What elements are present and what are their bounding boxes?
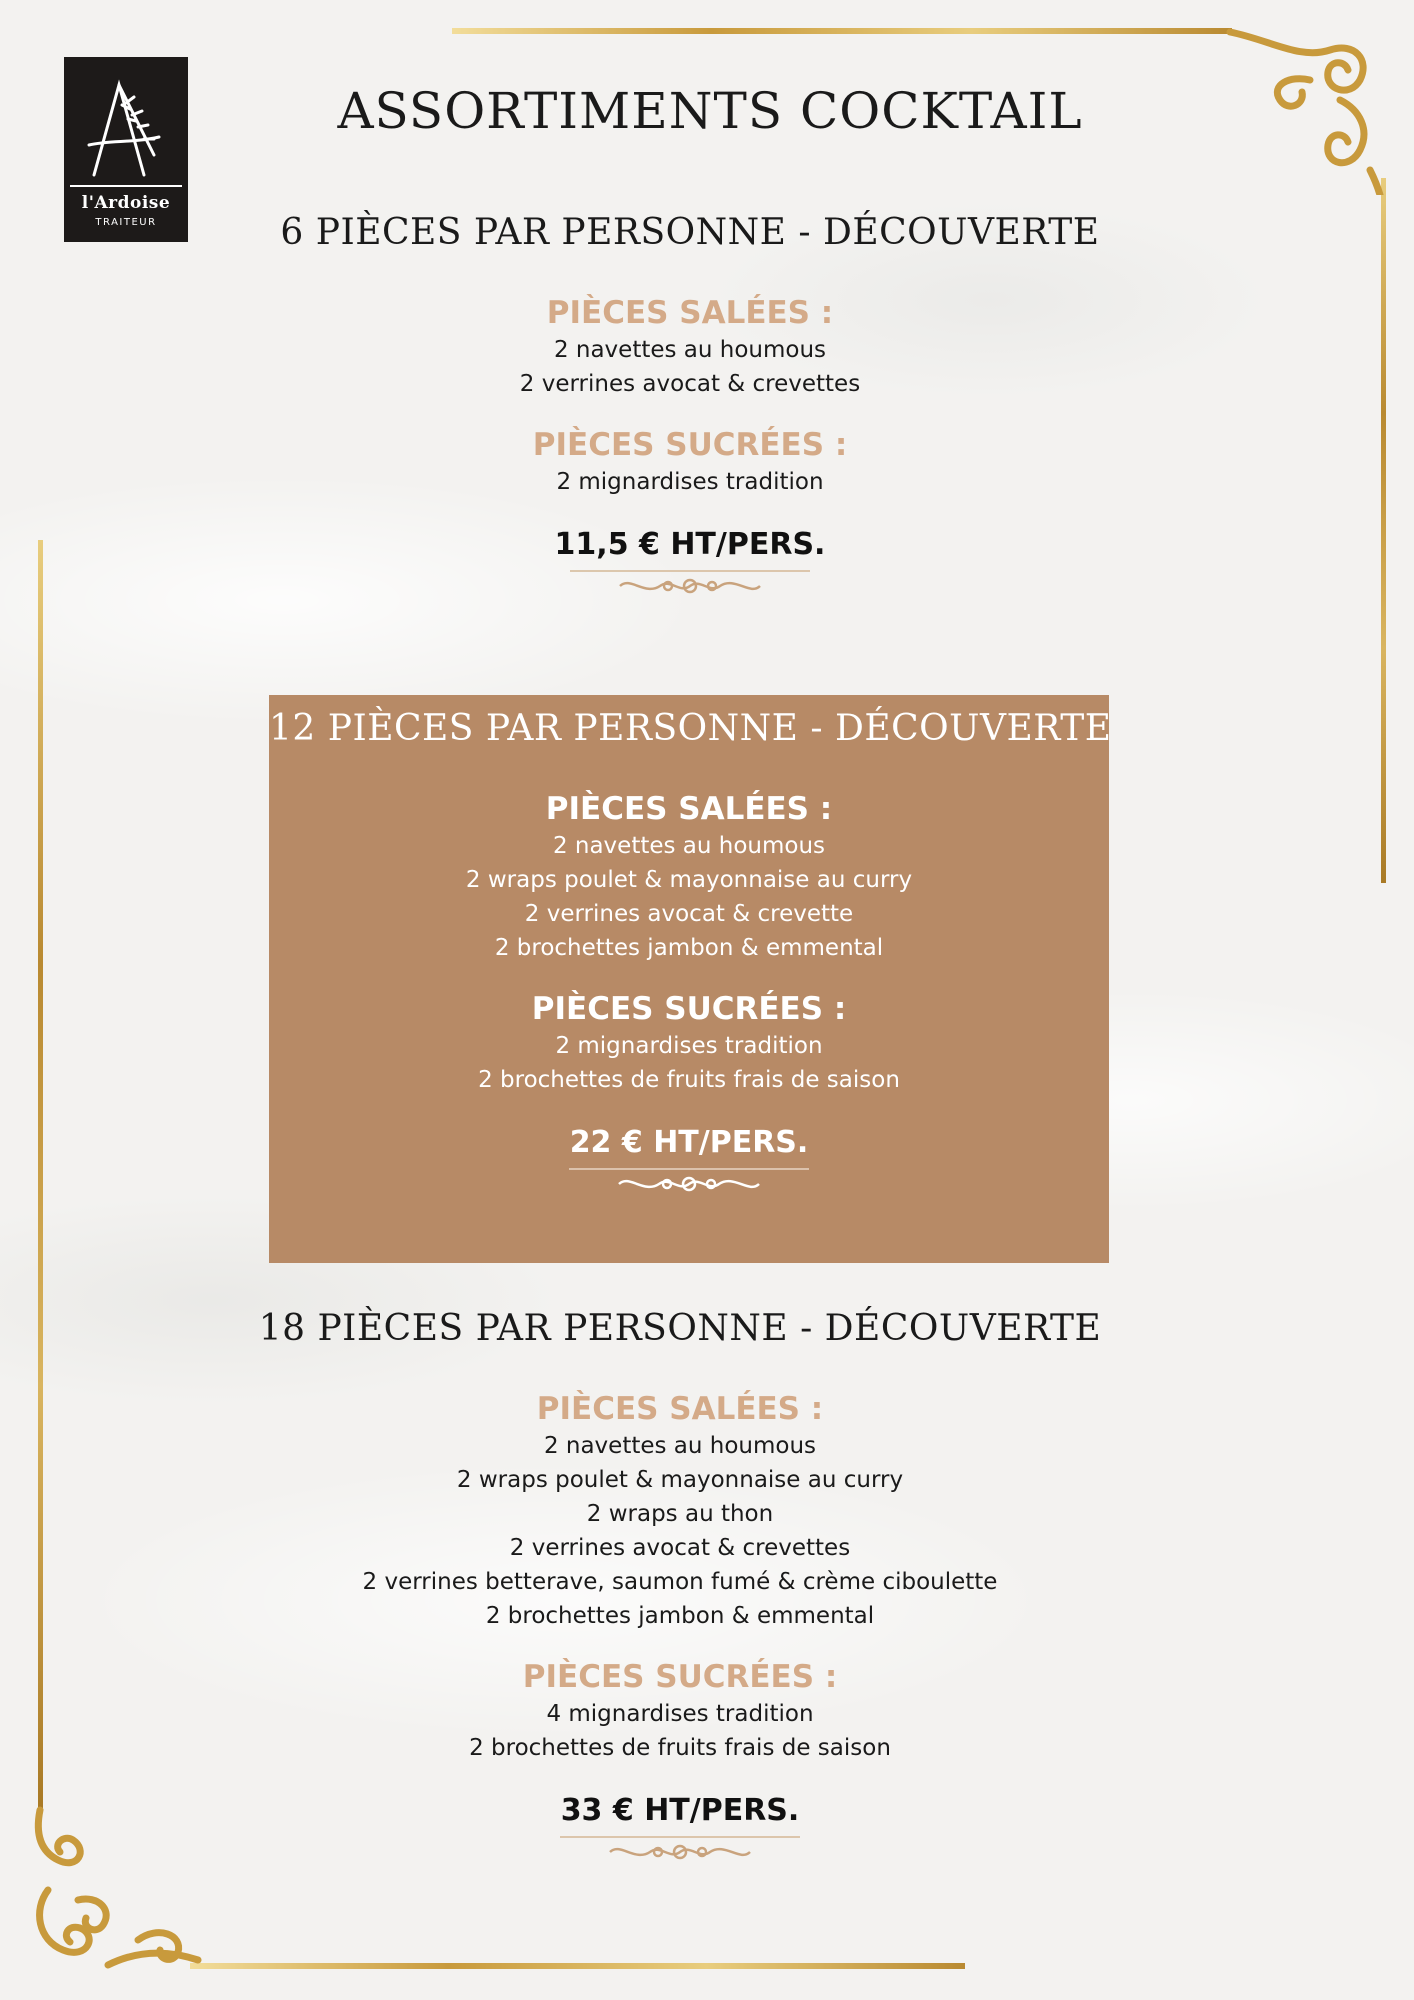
list-item: 4 mignardises tradition — [546, 1701, 814, 1727]
page-title: ASSORTIMENTS COCKTAIL — [337, 82, 1083, 140]
scroll-ornament-icon — [560, 1834, 800, 1868]
bottom-left-flourish-icon — [18, 1800, 218, 1980]
price: 33 € HT/PERS. — [560, 1793, 800, 1828]
logo-divider — [70, 185, 182, 187]
brand-logo — [64, 57, 188, 242]
scroll-ornament-icon — [570, 568, 810, 602]
section-title: 6 PIÈCES PAR PERSONNE - DÉCOUVERTE — [280, 212, 1100, 253]
list-item: 2 brochettes de fruits frais de saison — [469, 1735, 891, 1761]
list-item: 2 verrines avocat & crevette — [524, 901, 854, 927]
logo-name: l'Ardoise — [81, 193, 171, 213]
list-item: 2 mignardises tradition — [555, 1033, 823, 1059]
salees-heading: PIÈCES SALÉES : — [546, 295, 834, 331]
ardoise-a-logo-icon — [64, 65, 188, 185]
list-item: 2 verrines avocat & crevettes — [519, 371, 861, 397]
list-item: 2 wraps poulet & mayonnaise au curry — [465, 867, 913, 893]
sucrees-heading: PIÈCES SUCRÉES : — [522, 1659, 838, 1695]
section-12-pieces — [269, 708, 1112, 1200]
top-right-flourish-icon — [1210, 20, 1390, 195]
section-title: 18 PIÈCES PAR PERSONNE - DÉCOUVERTE — [258, 1308, 1102, 1349]
list-item: 2 navettes au houmous — [543, 1433, 817, 1459]
price: 11,5 € HT/PERS. — [554, 527, 826, 562]
list-item: 2 wraps au thon — [586, 1501, 774, 1527]
left-gold-line — [38, 540, 43, 1810]
section-6-pieces — [250, 212, 1130, 602]
sucrees-heading: PIÈCES SUCRÉES : — [532, 427, 848, 463]
list-item: 2 verrines avocat & crevettes — [509, 1535, 851, 1561]
list-item: 2 verrines betterave, saumon fumé & crème ciboulette — [362, 1569, 998, 1595]
section-18-pieces — [240, 1308, 1120, 1868]
sucrees-heading: PIÈCES SUCRÉES : — [531, 991, 847, 1027]
section-title: 12 PIÈCES PAR PERSONNE - DÉCOUVERTE — [269, 708, 1112, 749]
logo-subtitle: TRAITEUR — [95, 217, 157, 228]
list-item: 2 wraps poulet & mayonnaise au curry — [456, 1467, 904, 1493]
salees-heading: PIÈCES SALÉES : — [545, 791, 833, 827]
list-item: 2 brochettes de fruits frais de saison — [478, 1067, 900, 1093]
list-item: 2 brochettes jambon & emmental — [485, 1603, 875, 1629]
right-gold-line — [1381, 178, 1386, 883]
list-item: 2 mignardises tradition — [556, 469, 824, 495]
list-item: 2 navettes au houmous — [552, 833, 826, 859]
list-item: 2 brochettes jambon & emmental — [494, 935, 884, 961]
bottom-gold-line — [190, 1963, 965, 1969]
price: 22 € HT/PERS. — [569, 1125, 809, 1160]
list-item: 2 navettes au houmous — [553, 337, 827, 363]
scroll-ornament-icon — [569, 1166, 809, 1200]
top-gold-line — [452, 28, 1232, 34]
salees-heading: PIÈCES SALÉES : — [536, 1391, 824, 1427]
